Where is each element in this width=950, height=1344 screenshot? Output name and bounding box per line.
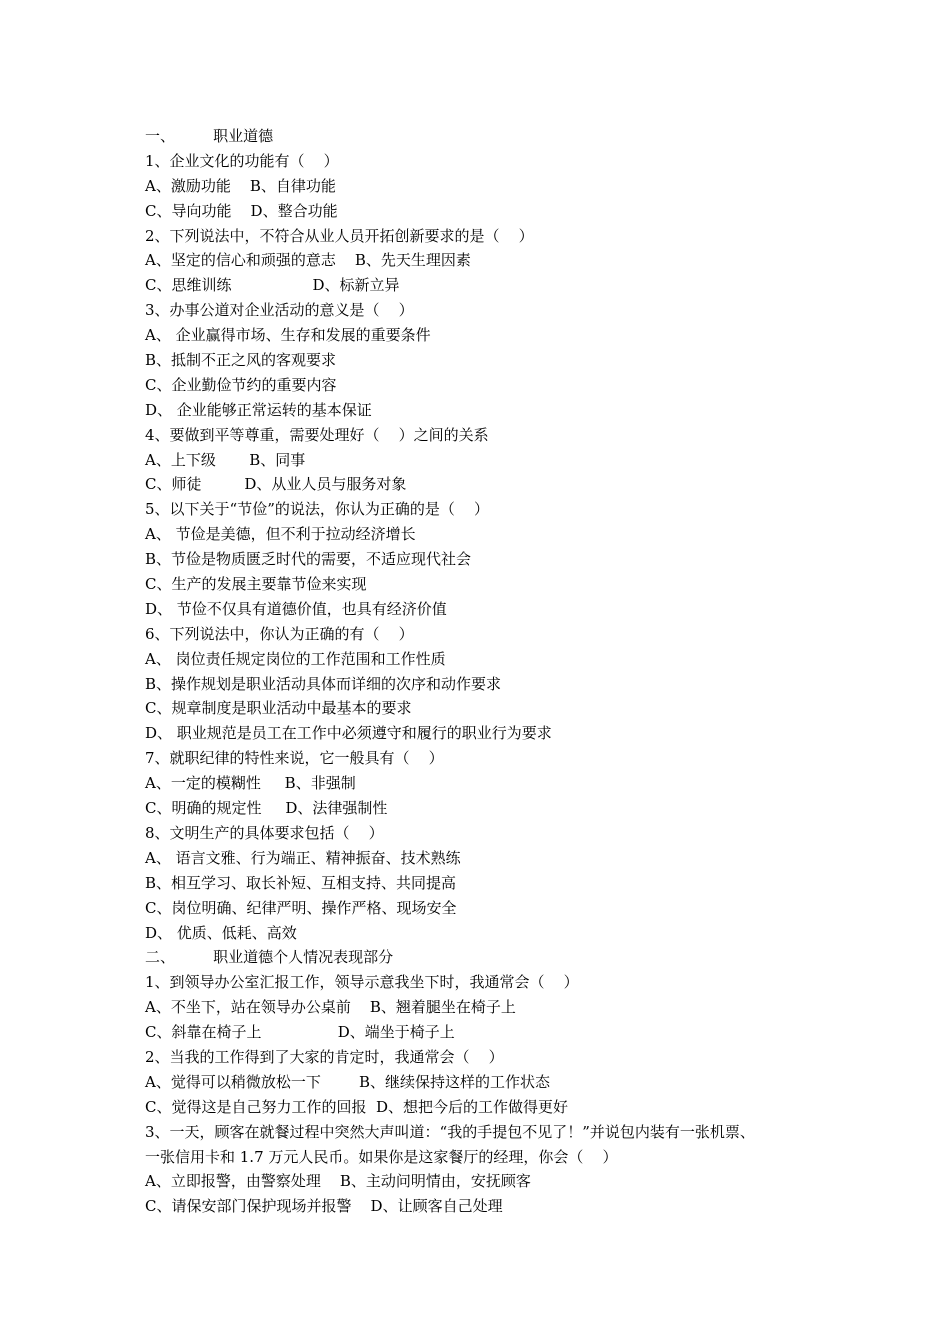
question-1-4: 4、要做到平等尊重，需要处理好（ ）之间的关系 (145, 425, 489, 444)
question-1-1-options-ab: A、激励功能 B、自律功能 (145, 176, 336, 195)
question-1-6: 6、下列说法中，你认为正确的有（ ） (145, 624, 414, 643)
question-1-5-option-c: C、生产的发展主要靠节俭来实现 (145, 575, 367, 594)
question-1-8: 8、文明生产的具体要求包括（ ） (145, 823, 384, 842)
question-1-2-options-cd: C、思维训练 D、标新立异 (145, 276, 400, 295)
question-2-2: 2、当我的工作得到了大家的肯定时，我通常会（ ） (145, 1047, 504, 1066)
question-1-6-option-d: D、 职业规范是员工在工作中必须遵守和履行的职业行为要求 (145, 724, 552, 743)
question-1-7-options-cd: C、明确的规定性 D、法律强制性 (145, 799, 388, 818)
question-2-3-continued: 一张信用卡和 1.7 万元人民币。如果你是这家餐厅的经理，你会（ ） (145, 1147, 618, 1166)
question-1-3-option-a: A、 企业赢得市场、生存和发展的重要条件 (145, 326, 431, 345)
question-1-2-options-ab: A、坚定的信心和顽强的意志 B、先天生理因素 (145, 251, 471, 270)
question-1-7: 7、就职纪律的特性来说，它一般具有（ ） (145, 749, 444, 768)
question-1-6-option-c: C、规章制度是职业活动中最基本的要求 (145, 699, 412, 718)
question-1-8-option-c: C、岗位明确、纪律严明、操作严格、现场安全 (145, 898, 457, 917)
question-2-3: 3、一天，顾客在就餐过程中突然大声叫道：“我的手提包不见了！”并说包内装有一张机票、 (145, 1122, 755, 1141)
section-heading-1: 一、 职业道德 (145, 127, 274, 145)
question-1-3: 3、办事公道对企业活动的意义是（ ） (145, 301, 414, 320)
question-2-3-options-ab: A、立即报警，由警察处理 B、主动问明情由，安抚顾客 (145, 1172, 531, 1191)
section-heading-2: 二、 职业道德个人情况表现部分 (145, 948, 394, 967)
question-1-3-option-b: B、抵制不正之风的客观要求 (145, 351, 337, 370)
question-1-8-option-b: B、相互学习、取长补短、互相支持、共同提高 (145, 873, 457, 892)
question-1-7-options-ab: A、一定的模糊性 B、非强制 (145, 774, 356, 793)
document-body (145, 124, 835, 1219)
question-1-6-option-b: B、操作规划是职业活动具体而详细的次序和动作要求 (145, 674, 502, 693)
question-2-2-options-cd: C、觉得这是自己努力工作的回报 D、想把今后的工作做得更好 (145, 1097, 569, 1116)
question-1-5: 5、以下关于“节俭”的说法，你认为正确的是（ ） (145, 500, 489, 519)
question-1-4-options-cd: C、师徒 D、从业人员与服务对象 (145, 475, 407, 494)
question-1-1: 1、企业文化的功能有（ ） (145, 151, 339, 170)
question-1-3-option-d: D、 企业能够正常运转的基本保证 (145, 400, 372, 419)
question-2-1-options-ab: A、不坐下，站在领导办公桌前 B、翘着腿坐在椅子上 (145, 998, 516, 1017)
question-1-8-option-d: D、 优质、低耗、高效 (145, 923, 297, 942)
question-1-5-option-b: B、节俭是物质匮乏时代的需要，不适应现代社会 (145, 550, 472, 569)
question-2-1: 1、到领导办公室汇报工作，领导示意我坐下时，我通常会（ ） (145, 973, 579, 992)
question-1-5-option-d: D、 节俭不仅具有道德价值，也具有经济价值 (145, 599, 447, 618)
question-2-2-options-ab: A、觉得可以稍微放松一下 B、继续保持这样的工作状态 (145, 1072, 551, 1091)
question-1-8-option-a: A、 语言文雅、行为端正、精神振奋、技术熟练 (145, 848, 461, 867)
question-1-2: 2、下列说法中，不符合从业人员开拓创新要求的是（ ） (145, 226, 534, 245)
question-1-1-options-cd: C、导向功能 D、整合功能 (145, 201, 338, 220)
question-2-3-options-cd: C、请保安部门保护现场并报警 D、让顾客自己处理 (145, 1197, 503, 1216)
question-2-1-options-cd: C、斜靠在椅子上 D、端坐于椅子上 (145, 1023, 455, 1042)
question-1-6-option-a: A、 岗位责任规定岗位的工作范围和工作性质 (145, 649, 446, 668)
question-1-5-option-a: A、 节俭是美德，但不利于拉动经济增长 (145, 525, 416, 544)
question-1-3-option-c: C、企业勤俭节约的重要内容 (145, 375, 337, 394)
question-1-4-options-ab: A、上下级 B、同事 (145, 450, 306, 469)
